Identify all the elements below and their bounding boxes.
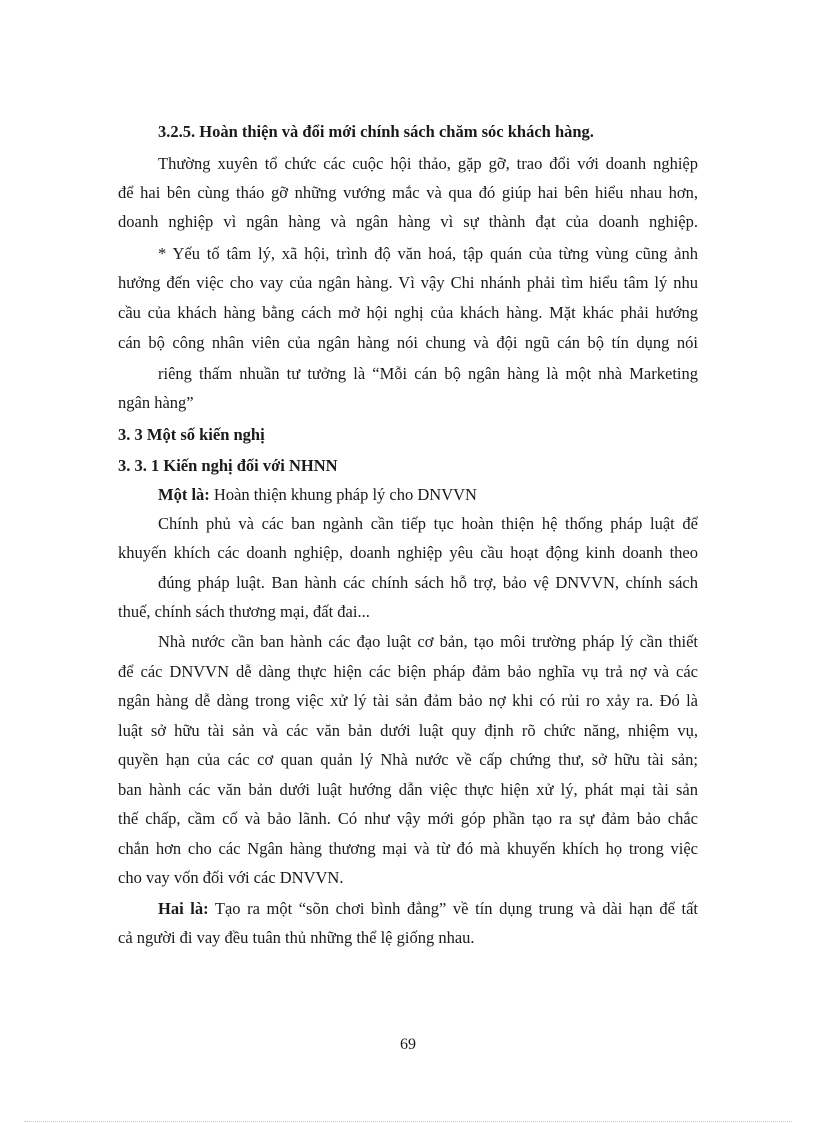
paragraph-line: Nhà nước cần ban hành các đạo luật cơ bản, tạo môi trường pháp lý cần thiết [158, 632, 698, 651]
paragraph-line: cả người đi vay đều tuân thủ những thể lệ giống nhau. [118, 928, 475, 947]
section-heading: 3.2.5. Hoàn thiện và đổi mới chính sách chăm sóc khách hàng. [158, 122, 594, 141]
paragraph-line: quyền hạn của các cơ quan quản lý Nhà nước về cấp chứng thư, sở hữu tài sản; [118, 750, 698, 769]
paragraph-line: riêng thấm nhuần tư tưởng là “Mỗi cán bộ ngân hàng là một nhà Marketing [158, 364, 698, 383]
paragraph-line: Chính phủ và các ban ngành cần tiếp tục hoàn thiện hệ thống pháp luật để [158, 514, 698, 533]
paragraph-line: để các DNVVN dễ dàng thực hiện các biện pháp đảm bảo nghĩa vụ trả nợ và các [118, 662, 698, 681]
paragraph-line: hưởng đến việc cho vay của ngân hàng. Vì vậy Chi nhánh phải tìm hiểu tâm lý nhu [118, 273, 698, 292]
paragraph-line: cho vay vốn đối với các DNVVN. [118, 868, 344, 887]
paragraph-line: chắn hơn cho các Ngân hàng thương mại và từ đó mà khuyến khích họ trong việc [118, 839, 698, 858]
point-one-text: Hoàn thiện khung pháp lý cho DNVVN [209, 485, 477, 504]
page-bottom-border [24, 1121, 792, 1122]
paragraph-line: đúng pháp luật. Ban hành các chính sách hỗ trợ, bảo vệ DNVVN, chính sách [158, 573, 698, 592]
point-two-text: Tạo ra một “sõn chơi bình đẳng” về tín dụng trung và dài hạn để tất [208, 899, 698, 918]
page-number: 69 [400, 1036, 416, 1053]
paragraph-line: khuyến khích các doanh nghiệp, doanh nghiệp yêu cầu hoạt động kinh doanh theo [118, 543, 698, 562]
paragraph-line: để hai bên cùng tháo gỡ những vướng mắc và qua đó giúp hai bên hiểu nhau hơn, [118, 183, 698, 202]
paragraph-line: cầu của khách hàng bằng cách mở hội nghị của khách hàng. Mặt khác phải hướng [118, 303, 698, 322]
paragraph-line: thế chấp, cầm cố và bảo lãnh. Có như vậy mới góp phần tạo ra sự đảm bảo chắc [118, 809, 698, 828]
paragraph-line: doanh nghiệp vì ngân hàng và ngân hàng vì sự thành đạt của doanh nghiệp. [118, 212, 698, 231]
paragraph-line: ban hành các văn bản dưới luật hướng dẫn việc thực hiện xử lý, phát mại tài sản [118, 780, 698, 799]
point-two-label: Hai là: [158, 899, 209, 918]
point-one [158, 484, 477, 506]
point-one-label: Một là: [158, 485, 210, 504]
heading-3-3: 3. 3 Một số kiến nghị [118, 425, 265, 444]
heading-3-3-1: 3. 3. 1 Kiến nghị đối với NHNN [118, 456, 338, 475]
paragraph-line: Thường xuyên tổ chức các cuộc hội thảo, gặp gỡ, trao đổi với doanh nghiệp [158, 154, 698, 173]
paragraph-line: thuế, chính sách thương mại, đất đai... [118, 602, 370, 621]
point-two [158, 898, 698, 920]
paragraph-line: * Yếu tố tâm lý, xã hội, trình độ văn hoá, tập quán của từng vùng cũng ảnh [158, 244, 698, 263]
paragraph-line: luật sở hữu tài sản và các văn bản dưới luật quy định rõ chức năng, nhiệm vụ, [118, 721, 698, 740]
paragraph-line: ngân hàng dễ dàng trong việc xử lý tài sản đảm bảo nợ khi có rủi ro xảy ra. Đó là [118, 691, 698, 710]
paragraph-line: cán bộ công nhân viên của ngân hàng nói chung và đội ngũ cán bộ tín dụng nói [118, 333, 698, 352]
paragraph-line: ngân hàng” [118, 393, 194, 412]
